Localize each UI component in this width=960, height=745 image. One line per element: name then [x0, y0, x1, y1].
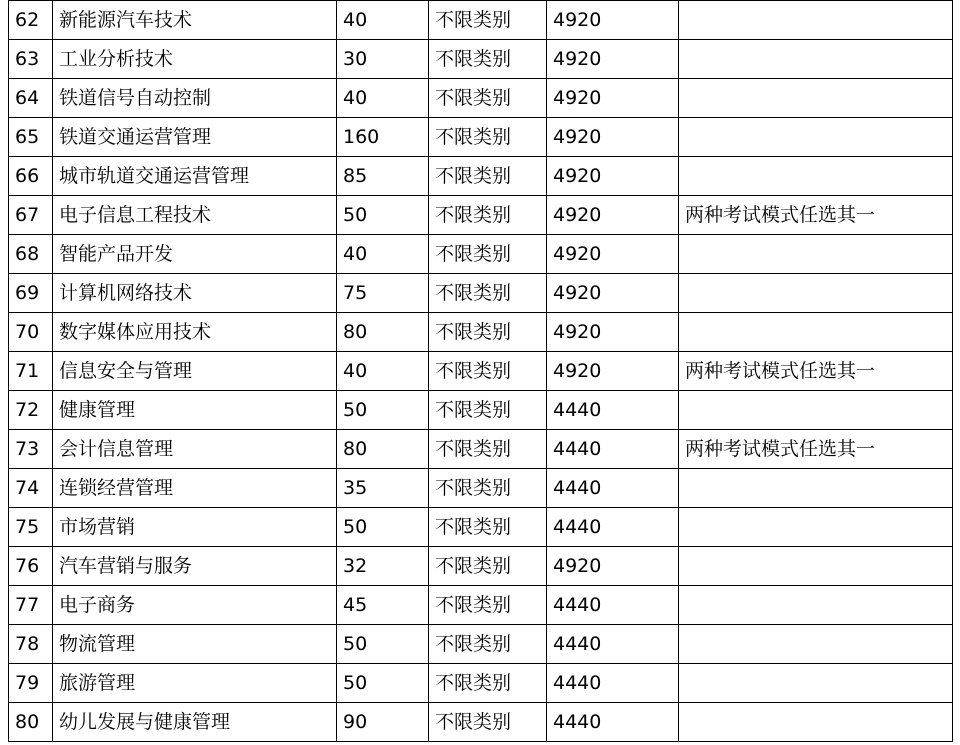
cell-plan-count: 90: [337, 703, 429, 742]
cell-plan-count: 45: [337, 586, 429, 625]
cell-category: 不限类别: [429, 79, 547, 118]
table-row: [9, 508, 953, 547]
table-row: [9, 352, 953, 391]
cell-plan-count: 75: [337, 274, 429, 313]
cell-major-name: 连锁经营管理: [53, 469, 337, 508]
cell-plan-count: 80: [337, 430, 429, 469]
cell-note: [679, 79, 953, 118]
cell-note: [679, 391, 953, 430]
table-row: [9, 157, 953, 196]
cell-plan-count: 35: [337, 469, 429, 508]
cell-plan-count: 40: [337, 235, 429, 274]
cell-major-name: 计算机网络技术: [53, 274, 337, 313]
cell-category: 不限类别: [429, 508, 547, 547]
cell-major-name: 幼儿发展与健康管理: [53, 703, 337, 742]
cell-index: 76: [9, 547, 53, 586]
cell-category: 不限类别: [429, 391, 547, 430]
table-row: [9, 40, 953, 79]
cell-plan-count: 50: [337, 196, 429, 235]
cell-fee: 4440: [547, 664, 679, 703]
cell-plan-count: 30: [337, 40, 429, 79]
table-row: [9, 391, 953, 430]
cell-category: 不限类别: [429, 625, 547, 664]
cell-category: 不限类别: [429, 547, 547, 586]
cell-fee: 4920: [547, 118, 679, 157]
cell-major-name: 市场营销: [53, 508, 337, 547]
cell-plan-count: 50: [337, 391, 429, 430]
cell-major-name: 城市轨道交通运营管理: [53, 157, 337, 196]
cell-fee: 4440: [547, 430, 679, 469]
table-row: [9, 625, 953, 664]
cell-fee: 4920: [547, 1, 679, 40]
cell-plan-count: 80: [337, 313, 429, 352]
cell-fee: 4440: [547, 625, 679, 664]
cell-major-name: 汽车营销与服务: [53, 547, 337, 586]
cell-note: [679, 586, 953, 625]
cell-major-name: 数字媒体应用技术: [53, 313, 337, 352]
cell-note: 两种考试模式任选其一: [679, 352, 953, 391]
cell-index: 67: [9, 196, 53, 235]
cell-note: [679, 703, 953, 742]
cell-category: 不限类别: [429, 664, 547, 703]
cell-category: 不限类别: [429, 157, 547, 196]
table-row: [9, 118, 953, 157]
cell-note: [679, 1, 953, 40]
cell-plan-count: 160: [337, 118, 429, 157]
table-row: [9, 235, 953, 274]
cell-plan-count: 40: [337, 1, 429, 40]
cell-note: [679, 157, 953, 196]
cell-fee: 4440: [547, 508, 679, 547]
cell-category: 不限类别: [429, 430, 547, 469]
cell-index: 70: [9, 313, 53, 352]
cell-fee: 4440: [547, 586, 679, 625]
cell-major-name: 健康管理: [53, 391, 337, 430]
cell-major-name: 新能源汽车技术: [53, 1, 337, 40]
cell-plan-count: 40: [337, 352, 429, 391]
cell-index: 80: [9, 703, 53, 742]
cell-index: 62: [9, 1, 53, 40]
cell-note: [679, 235, 953, 274]
cell-major-name: 会计信息管理: [53, 430, 337, 469]
table-row: [9, 586, 953, 625]
cell-index: 74: [9, 469, 53, 508]
cell-plan-count: 50: [337, 664, 429, 703]
cell-note: 两种考试模式任选其一: [679, 196, 953, 235]
cell-note: [679, 469, 953, 508]
cell-index: 78: [9, 625, 53, 664]
cell-category: 不限类别: [429, 1, 547, 40]
cell-plan-count: 32: [337, 547, 429, 586]
table-row: [9, 313, 953, 352]
cell-category: 不限类别: [429, 274, 547, 313]
cell-major-name: 智能产品开发: [53, 235, 337, 274]
cell-fee: 4920: [547, 196, 679, 235]
cell-note: [679, 547, 953, 586]
cell-plan-count: 85: [337, 157, 429, 196]
cell-index: 79: [9, 664, 53, 703]
cell-fee: 4920: [547, 547, 679, 586]
cell-note: [679, 508, 953, 547]
cell-fee: 4920: [547, 40, 679, 79]
cell-fee: 4920: [547, 352, 679, 391]
cell-index: 77: [9, 586, 53, 625]
cell-index: 69: [9, 274, 53, 313]
cell-category: 不限类别: [429, 196, 547, 235]
cell-major-name: 信息安全与管理: [53, 352, 337, 391]
cell-category: 不限类别: [429, 586, 547, 625]
cell-index: 72: [9, 391, 53, 430]
table-row: [9, 274, 953, 313]
cell-index: 65: [9, 118, 53, 157]
cell-note: [679, 664, 953, 703]
cell-category: 不限类别: [429, 352, 547, 391]
cell-fee: 4920: [547, 274, 679, 313]
cell-major-name: 工业分析技术: [53, 40, 337, 79]
cell-note: [679, 40, 953, 79]
table-row: [9, 196, 953, 235]
cell-major-name: 铁道交通运营管理: [53, 118, 337, 157]
cell-index: 75: [9, 508, 53, 547]
cell-fee: 4440: [547, 469, 679, 508]
cell-note: [679, 625, 953, 664]
cell-index: 68: [9, 235, 53, 274]
cell-fee: 4920: [547, 235, 679, 274]
cell-note: [679, 274, 953, 313]
cell-index: 73: [9, 430, 53, 469]
cell-plan-count: 50: [337, 508, 429, 547]
cell-index: 71: [9, 352, 53, 391]
cell-index: 64: [9, 79, 53, 118]
cell-index: 63: [9, 40, 53, 79]
majors-enrollment-table: [8, 0, 953, 742]
cell-fee: 4440: [547, 703, 679, 742]
cell-category: 不限类别: [429, 235, 547, 274]
cell-category: 不限类别: [429, 118, 547, 157]
cell-fee: 4920: [547, 79, 679, 118]
cell-major-name: 旅游管理: [53, 664, 337, 703]
table-row: [9, 664, 953, 703]
cell-index: 66: [9, 157, 53, 196]
table-row: [9, 703, 953, 742]
table-row: [9, 547, 953, 586]
table-row: [9, 1, 953, 40]
cell-category: 不限类别: [429, 469, 547, 508]
table-row: [9, 430, 953, 469]
cell-fee: 4920: [547, 313, 679, 352]
cell-category: 不限类别: [429, 40, 547, 79]
cell-plan-count: 40: [337, 79, 429, 118]
cell-fee: 4920: [547, 157, 679, 196]
cell-note: [679, 118, 953, 157]
cell-category: 不限类别: [429, 703, 547, 742]
cell-plan-count: 50: [337, 625, 429, 664]
table-body: [9, 1, 953, 742]
cell-note: [679, 313, 953, 352]
cell-major-name: 电子商务: [53, 586, 337, 625]
cell-fee: 4440: [547, 391, 679, 430]
table-row: [9, 469, 953, 508]
table-row: [9, 79, 953, 118]
cell-major-name: 电子信息工程技术: [53, 196, 337, 235]
cell-major-name: 铁道信号自动控制: [53, 79, 337, 118]
cell-category: 不限类别: [429, 313, 547, 352]
cell-note: 两种考试模式任选其一: [679, 430, 953, 469]
cell-major-name: 物流管理: [53, 625, 337, 664]
